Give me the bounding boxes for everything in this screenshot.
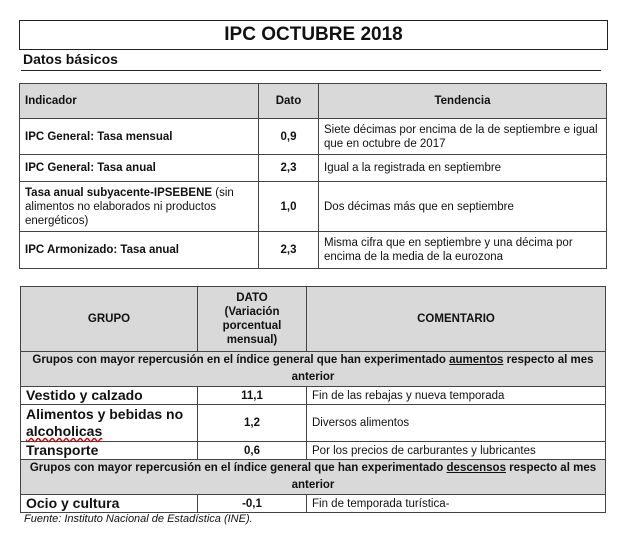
table-row (20, 155, 607, 182)
group-cell (21, 405, 198, 442)
section-text: Grupos con mayor repercusión en el índice general que han experimentado (29, 462, 447, 474)
heading-rule (21, 70, 601, 71)
section-text: respecto al mes anterior (291, 354, 594, 383)
source-note: Fuente: Instituto Nacional de Estadística (INE). (24, 513, 253, 525)
indicator-cell: IPC General: Tasa anual (20, 155, 259, 182)
section-heading: Datos básicos (23, 51, 118, 67)
table-row (21, 442, 606, 460)
section-keyword: aumentos (449, 354, 504, 366)
table-row (20, 232, 607, 269)
header-dato: DATO (Variación porcentual mensual) (198, 287, 307, 352)
indicator-cell: IPC General: Tasa mensual (20, 119, 259, 155)
header-tendencia: Tendencia (319, 84, 607, 119)
trend-cell: Misma cifra que en septiembre y una décima por encima de la media de la eurozona (319, 232, 607, 269)
group-table (20, 286, 606, 513)
value-cell: 2,3 (259, 155, 319, 182)
group-name-misspelled: alcoholicas (26, 423, 103, 439)
comment-cell: Por los precios de carburantes y lubricantes (307, 442, 606, 460)
trend-cell: Siete décimas por encima de la de septiembre e igual que en octubre de 2017 (319, 119, 607, 155)
table-row (20, 182, 607, 232)
indicator-cell: IPC Armonizado: Tasa anual (20, 232, 259, 269)
indicator-name: Tasa anual subyacente-IPSEBENE (25, 186, 213, 199)
trend-cell: Igual a la registrada en septiembre (319, 155, 607, 182)
table-row (21, 495, 606, 513)
table-row (21, 405, 606, 442)
section-keyword: descensos (446, 462, 506, 474)
group-cell: Transporte (21, 442, 198, 460)
comment-cell: Diversos alimentos (307, 405, 606, 442)
header-dato: Dato (259, 84, 319, 119)
value-cell: 11,1 (198, 387, 307, 405)
indicator-note: (sin alimentos no elaborados ni productos energéticos) (25, 186, 234, 227)
group-cell: Vestido y calzado (21, 387, 198, 405)
basic-data-table (19, 83, 607, 269)
value-cell: 0,6 (198, 442, 307, 460)
group-cell: Ocio y cultura (21, 495, 198, 513)
page-title: IPC OCTUBRE 2018 (19, 20, 608, 50)
value-cell: -0,1 (198, 495, 307, 513)
value-cell: 2,3 (259, 232, 319, 269)
section-row-increases (21, 352, 606, 387)
value-cell: 1,2 (198, 405, 307, 442)
group-name: Alimentos y bebidas no (26, 406, 184, 422)
section-text: respecto al mes anterior (291, 462, 597, 491)
header-indicador: Indicador (20, 84, 259, 119)
section-row-decreases (21, 460, 606, 495)
section-text: Grupos con mayor repercusión en el índice general que han experimentado (32, 354, 450, 366)
table-header-row (21, 287, 606, 352)
comment-cell: Fin de las rebajas y nueva temporada (307, 387, 606, 405)
indicator-cell (20, 182, 259, 232)
header-comentario: COMENTARIO (307, 287, 606, 352)
header-grupo: GRUPO (21, 287, 198, 352)
table-header-row (20, 84, 607, 119)
table-row (20, 119, 607, 155)
comment-cell: Fin de temporada turística- (307, 495, 606, 513)
trend-cell: Dos décimas más que en septiembre (319, 182, 607, 232)
table-row (21, 387, 606, 405)
value-cell: 0,9 (259, 119, 319, 155)
value-cell: 1,0 (259, 182, 319, 232)
